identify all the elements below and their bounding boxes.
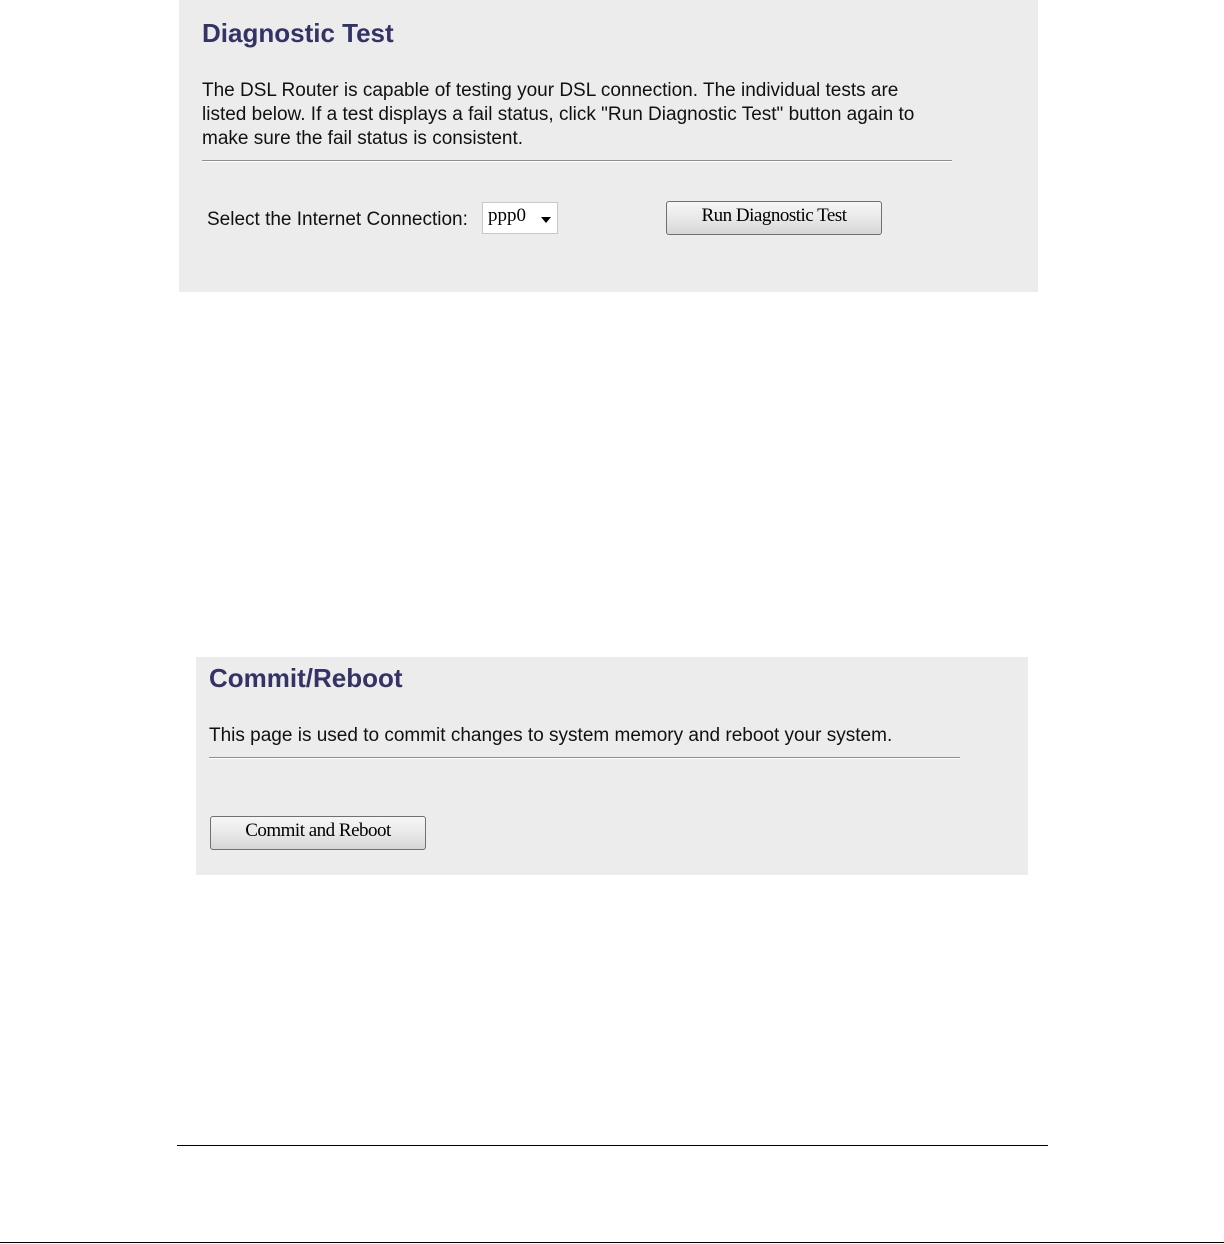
internet-connection-label: Select the Internet Connection: bbox=[207, 209, 468, 230]
section-divider bbox=[209, 757, 960, 759]
footer-divider bbox=[177, 1145, 1048, 1146]
run-diagnostic-test-button[interactable]: Run Diagnostic Test bbox=[666, 201, 882, 235]
chevron-down-icon bbox=[541, 217, 551, 223]
internet-connection-value: ppp0 bbox=[488, 205, 526, 226]
section-divider bbox=[202, 160, 952, 162]
diagnostic-test-description bbox=[202, 79, 1002, 151]
description-line: make sure the fail status is consistent. bbox=[202, 128, 524, 149]
internet-connection-select[interactable] bbox=[482, 202, 558, 234]
description-line: listed below. If a test displays a fail status, click "Run Diagnostic Test" button again to bbox=[202, 104, 915, 125]
commit-reboot-description: This page is used to commit changes to system memory and reboot your system. bbox=[209, 725, 893, 746]
commit-and-reboot-button[interactable]: Commit and Reboot bbox=[210, 816, 426, 850]
commit-reboot-title: Commit/Reboot bbox=[209, 663, 403, 693]
diagnostic-test-title: Diagnostic Test bbox=[202, 18, 394, 48]
diagnostic-test-panel bbox=[179, 0, 1038, 292]
commit-reboot-panel bbox=[196, 657, 1028, 875]
page-edge-divider bbox=[0, 1242, 1224, 1243]
description-line: The DSL Router is capable of testing your DSL connection. The individual tests are bbox=[202, 80, 899, 101]
